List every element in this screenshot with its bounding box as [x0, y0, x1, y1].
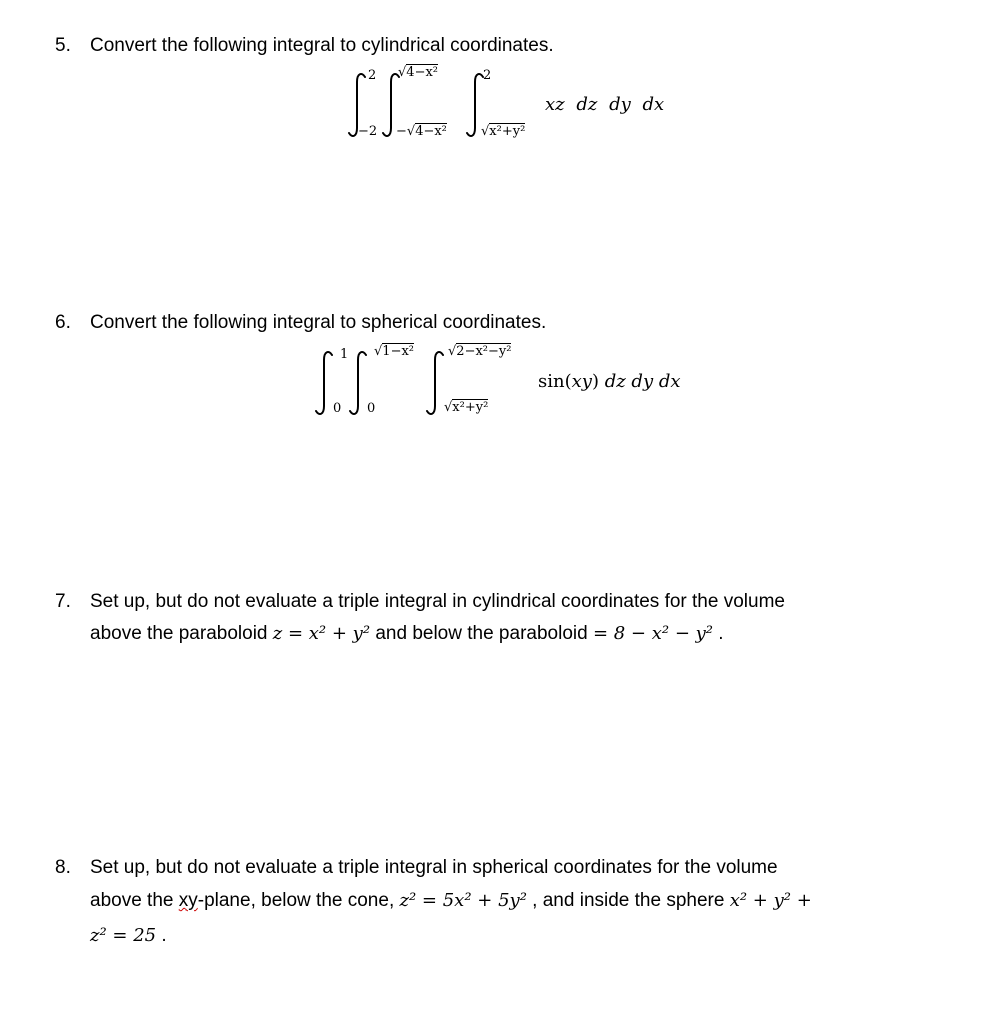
problem-6-text: Convert the following integral to spherical coordinates.	[90, 312, 547, 333]
outer-lower-limit: 0	[333, 401, 342, 416]
integral-sign-icon	[424, 350, 446, 416]
outer-upper-limit: 2	[368, 68, 377, 83]
middle-lower-limit: 0	[367, 401, 376, 416]
problem-6-number: 6.	[55, 312, 71, 333]
integrand: xz dz dy dx	[545, 94, 665, 115]
inner-lower-limit: √x²+y²	[481, 124, 526, 139]
middle-upper-limit: √1−x²	[374, 344, 415, 359]
spellcheck-word: xy	[178, 890, 198, 911]
integral-sign-icon	[347, 350, 369, 416]
problem-5-number: 5.	[55, 35, 71, 56]
problem-8-line-1: Set up, but do not evaluate a triple integral in spherical coordinates for the volume	[90, 857, 778, 878]
problem-8-line-3: z² = 25 .	[90, 925, 167, 946]
inner-lower-limit: √x²+y²	[444, 400, 489, 415]
middle-lower-limit: −√4−x²	[396, 124, 447, 139]
integrand: sin(xy) dz dy dx	[538, 371, 681, 392]
problem-7-number: 7.	[55, 591, 71, 612]
problem-7-line-1: Set up, but do not evaluate a triple integral in cylindrical coordinates for the volume	[90, 591, 785, 612]
problem-8-line-2: above the xy-plane, below the cone, z² = 5x² + 5y² , and inside the sphere x² + y² +	[90, 890, 812, 911]
outer-upper-limit: 1	[340, 347, 349, 362]
problem-8-number: 8.	[55, 857, 71, 878]
integral-sign-icon	[313, 350, 335, 416]
inner-upper-limit: √2−x²−y²	[448, 344, 512, 359]
problem-5-text: Convert the following integral to cylindrical coordinates.	[90, 35, 554, 56]
problem-7-line-2: above the paraboloid z = x² + y² and below the paraboloid = 8 − x² − y² .	[90, 623, 724, 644]
outer-lower-limit: −2	[358, 124, 378, 139]
inner-upper-limit: 2	[483, 68, 492, 83]
middle-upper-limit: √4−x²	[398, 65, 439, 80]
